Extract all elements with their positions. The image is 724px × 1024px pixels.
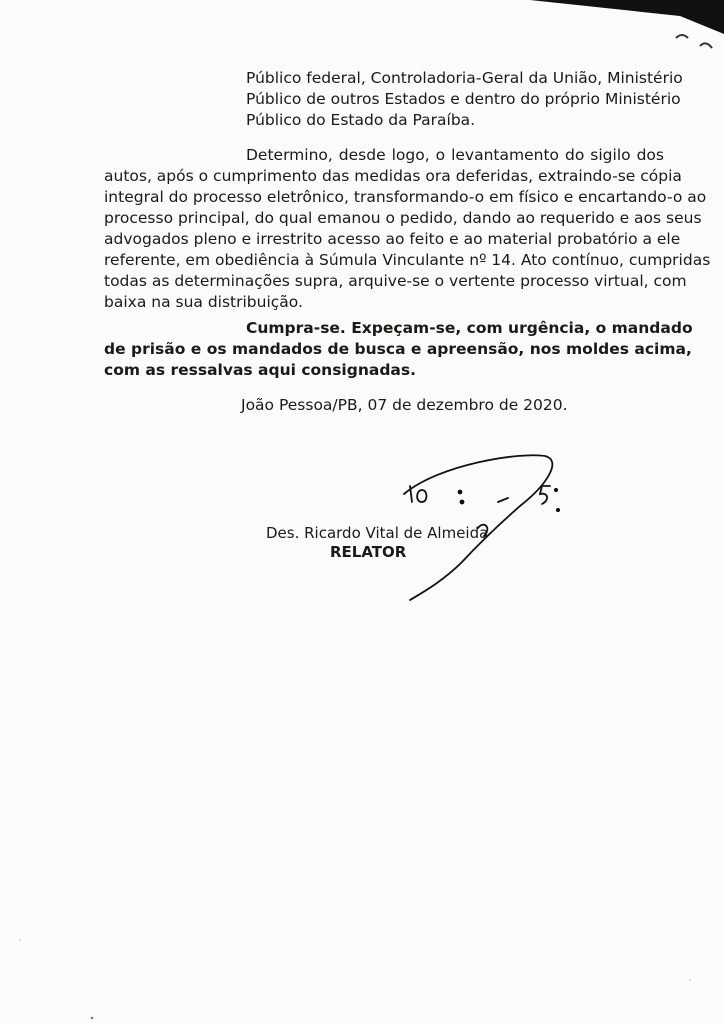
text-line: referente, em obediência à Súmula Vinculante nº 14. Ato contínuo, cumpridas <box>104 251 711 269</box>
signatory-name: Des. Ricardo Vital de Almeida <box>266 524 489 542</box>
text-line: Cumpra-se. Expeçam-se, com urgência, o mandado <box>246 319 693 337</box>
intro-paragraph <box>246 68 683 131</box>
text-line: autos, após o cumprimento das medidas ora deferidas, extraindo-se cópia <box>104 167 682 185</box>
text-line: de prisão e os mandados de busca e apreensão, nos moldes acima, <box>104 340 692 358</box>
text-line: processo principal, do qual emanou o pedido, dando ao requerido e aos seus <box>104 209 702 227</box>
text-line: Público do Estado da Paraíba. <box>246 111 476 129</box>
text-line: Público de outros Estados e dentro do próprio Ministério <box>246 90 681 108</box>
place-and-date: João Pessoa/PB, 07 de dezembro de 2020. <box>241 396 568 414</box>
signatory-role: RELATOR <box>330 543 407 561</box>
cumpra-se-paragraph <box>104 318 693 381</box>
text-line: Público federal, Controladoria-Geral da União, Ministério <box>246 69 683 87</box>
text-line: Determino, desde logo, o levantamento do sigilo dos <box>246 146 664 164</box>
text-line: com as ressalvas aqui consignadas. <box>104 361 416 379</box>
text-line: advogados pleno e irrestrito acesso ao feito e ao material probatório a ele <box>104 230 681 248</box>
determino-paragraph <box>104 145 711 313</box>
text-line: baixa na sua distribuição. <box>104 293 303 311</box>
text-line: integral do processo eletrônico, transformando-o em físico e encartando-o ao <box>104 188 707 206</box>
text-line: todas as determinações supra, arquive-se o vertente processo virtual, com <box>104 272 687 290</box>
